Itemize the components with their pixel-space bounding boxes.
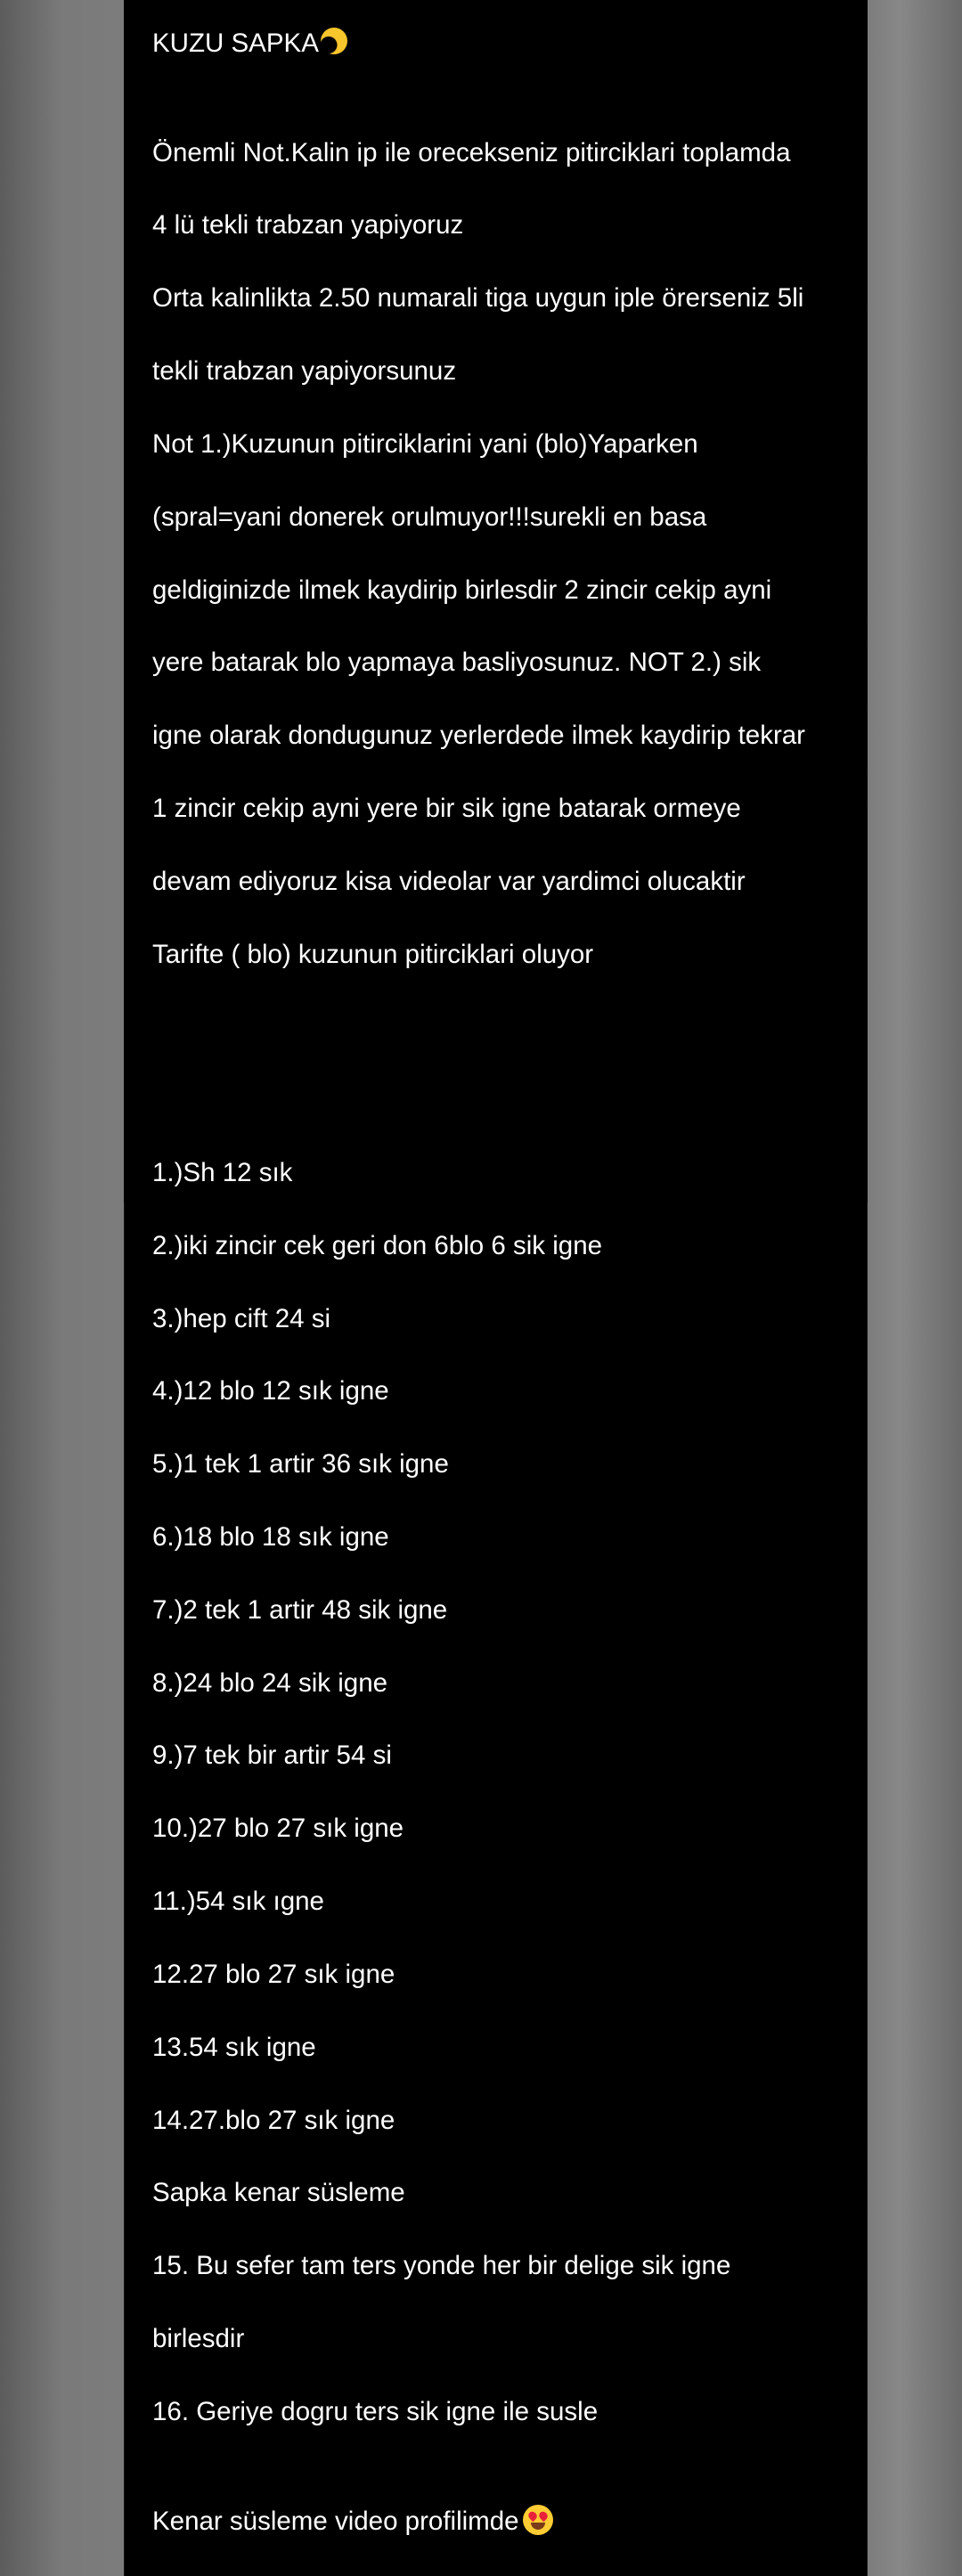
intro-line: (spral=yani donerek orulmuyor!!!surekli en basa bbox=[152, 501, 707, 532]
step-line: 3.)hep cift 24 si bbox=[152, 1303, 331, 1333]
step-line: 4.)12 blo 12 sık igne bbox=[152, 1376, 389, 1406]
section-heading: Sapka kenar süsleme bbox=[152, 2178, 405, 2208]
step-line: 5.)1 tek 1 artir 36 sık igne bbox=[152, 1449, 449, 1480]
step-line: birlesdir bbox=[152, 2323, 245, 2353]
intro-line: 1 zincir cekip ayni yere bir sik igne batarak ormeye bbox=[152, 793, 741, 823]
note-title bbox=[152, 26, 865, 62]
note-title-text: KUZU SAPKA bbox=[152, 28, 319, 58]
intro-line: igne olarak dondugunuz yerlerdede ilmek kaydirip tekrar bbox=[152, 721, 805, 751]
closing-line bbox=[152, 2504, 865, 2540]
intro-line: yere batarak blo yapmaya basliyosunuz. NOT 2.) sik bbox=[152, 648, 762, 678]
step-line: 11.)54 sık ıgne bbox=[152, 1887, 324, 1917]
step-line: 6.)18 blo 18 sık igne bbox=[152, 1522, 389, 1553]
intro-line: 4 lü tekli trabzan yapiyoruz bbox=[152, 210, 464, 240]
step-line: 13.54 sık igne bbox=[152, 2032, 316, 2062]
heart-eyes-icon bbox=[523, 2505, 553, 2535]
intro-line: Orta kalinlikta 2.50 numarali tiga uygun iple örerseniz 5li bbox=[152, 283, 804, 314]
intro-line: geldiginizde ilmek kaydirip birlesdir 2 zincir cekip ayni bbox=[152, 575, 772, 605]
step-line: 2.)iki zincir cek geri don 6blo 6 sik igne bbox=[152, 1230, 603, 1260]
step-line: 12.27 blo 27 sık igne bbox=[152, 1959, 395, 1989]
intro-line: Tarifte ( blo) kuzunun pitirciklari oluyor bbox=[152, 939, 594, 969]
intro-line: devam ediyoruz kisa videolar var yardimci olucaktir bbox=[152, 866, 746, 896]
intro-line: Önemli Not.Kalin ip ile orecekseniz pitirciklari toplamda bbox=[152, 137, 791, 167]
blank-line bbox=[152, 1046, 865, 1082]
closing-text: Kenar süsleme video profilimde bbox=[152, 2506, 519, 2536]
step-line: 15. Bu sefer tam ters yonde her bir delige sik igne bbox=[152, 2251, 731, 2281]
recipe-note bbox=[152, 0, 865, 2576]
step-line: 8.)24 blo 24 sik igne bbox=[152, 1667, 388, 1698]
step-line: 7.)2 tek 1 artir 48 sik igne bbox=[152, 1594, 448, 1625]
intro-line: tekli trabzan yapiyorsunuz bbox=[152, 356, 457, 387]
note-screen bbox=[124, 0, 868, 2536]
step-line: 10.)27 blo 27 sık igne bbox=[152, 1814, 404, 1844]
intro-line: Not 1.)Kuzunun pitirciklarini yani (blo)Yaparken bbox=[152, 428, 698, 459]
crescent-moon-icon bbox=[321, 28, 347, 54]
step-line: 16. Geriye dogru ters sik igne ile susle bbox=[152, 2396, 599, 2426]
step-line: 1.)Sh 12 sık bbox=[152, 1157, 293, 1187]
step-line: 14.27.blo 27 sık igne bbox=[152, 2105, 395, 2135]
step-line: 9.)7 tek bir artir 54 si bbox=[152, 1740, 392, 1771]
